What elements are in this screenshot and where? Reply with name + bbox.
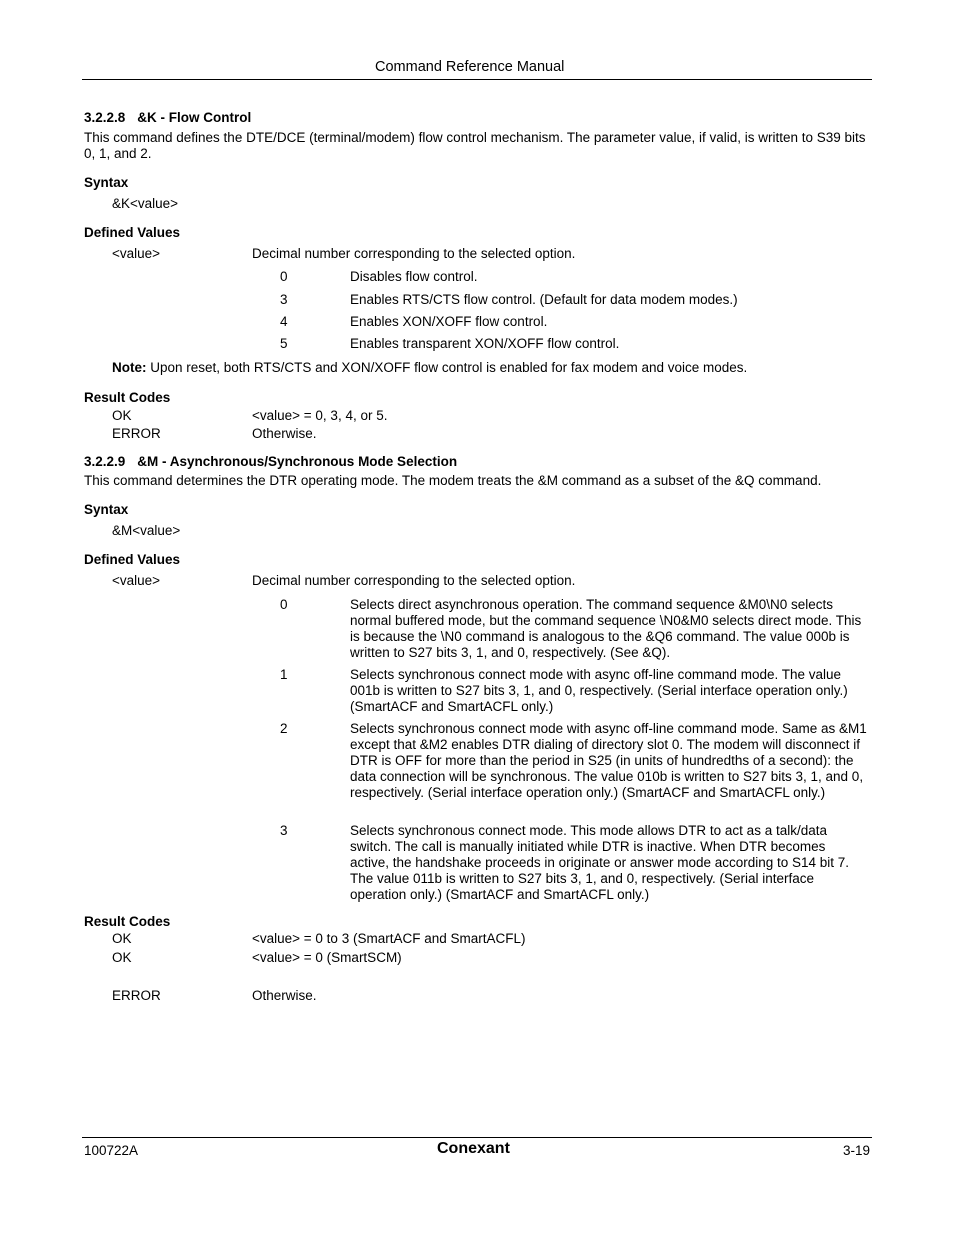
section-heading-mode-selection — [84, 454, 457, 469]
section-heading-flow-control — [84, 110, 251, 125]
option-value: 4 — [280, 314, 288, 329]
footer-rule — [82, 1137, 872, 1138]
option-value: 1 — [280, 667, 288, 682]
section-description: This command determines the DTR operating mode. The modem treats the &M command as a subset of the &Q command. — [84, 473, 822, 488]
section-description: This command defines the DTE/DCE (terminal/modem) flow control mechanism. The parameter value, if valid, is written to S39 bits 0, 1, and 2. — [84, 130, 866, 161]
result-code: ERROR — [112, 988, 161, 1003]
option-description: Disables flow control. — [350, 269, 478, 284]
footer-brand: Conexant — [437, 1140, 510, 1157]
option-description: Enables transparent XON/XOFF flow control. — [350, 336, 620, 351]
option-description: Selects synchronous connect mode with async off-line command mode. The value 001b is written to S27 bits 3, 1, and 0, respectively. (Serial interface operation only.) (SmartACF and SmartACFL only.) — [350, 667, 848, 714]
section-number: 3.2.2.8 — [84, 110, 126, 125]
result-description: <value> = 0 (SmartSCM) — [252, 950, 402, 965]
result-description: <value> = 0 to 3 (SmartACF and SmartACFL) — [252, 931, 526, 946]
section-title: &K - Flow Control — [137, 110, 252, 125]
param-name: <value> — [112, 246, 161, 261]
result-codes-heading: Result Codes — [84, 390, 171, 405]
note-label: Note: — [112, 360, 147, 375]
note-text: Upon reset, both RTS/CTS and XON/XOFF flow control is enabled for fax modem and voice modes. — [146, 360, 748, 375]
result-code: OK — [112, 408, 132, 423]
section-number: 3.2.2.9 — [84, 454, 126, 469]
option-description: Enables RTS/CTS flow control. (Default for data modem modes.) — [350, 292, 738, 307]
param-description: Decimal number corresponding to the selected option. — [252, 246, 576, 261]
syntax-heading: Syntax — [84, 175, 129, 190]
result-code: ERROR — [112, 426, 161, 441]
option-description: Selects synchronous connect mode with async off-line command mode. Same as &M1 except that &M2 enables DTR dialing of directory slot 0. The modem will disconnect if DTR is OFF for more than the period in S25 (in units of hundredths of a second): the data connection will be synchronous. The value 010b is written to S27 bits 3, 1, and 0, respectively. (Serial interface operation only.) (SmartACF and SmartACFL only.) — [350, 721, 867, 800]
result-codes-heading: Result Codes — [84, 914, 171, 929]
option-value: 5 — [280, 336, 288, 351]
param-description: Decimal number corresponding to the selected option. — [252, 573, 576, 588]
option-value: 3 — [280, 823, 288, 838]
result-description: <value> = 0, 3, 4, or 5. — [252, 408, 388, 423]
option-value: 0 — [280, 269, 288, 284]
param-name: <value> — [112, 573, 161, 588]
syntax-text: &M<value> — [112, 523, 181, 538]
footer-doc-number: 100722A — [84, 1143, 139, 1158]
section-title: &M - Asynchronous/Synchronous Mode Selection — [137, 454, 458, 469]
result-code: OK — [112, 931, 132, 946]
header-rule — [82, 79, 872, 80]
syntax-text: &K<value> — [112, 196, 179, 211]
defined-values-heading: Defined Values — [84, 552, 181, 567]
running-header: Command Reference Manual — [375, 59, 565, 75]
option-description: Selects synchronous connect mode. This mode allows DTR to act as a talk/data switch. The call is manually initiated while DTR is inactive. When DTR becomes active, the handshake proceeds in originate or answer mode according to S14 bit 7. The value 011b is written to S27 bits 3, 1, and 0, respectively. (Serial interface operation only.) (SmartACF and SmartACFL only.) — [350, 823, 850, 902]
option-value: 3 — [280, 292, 288, 307]
option-description: Selects direct asynchronous operation. The command sequence &M0\N0 selects normal buffered mode, but the command sequence \N0&M0 selects direct mode. This is because the \N0 command is analogous to the &Q6 command. The value 000b is written to S27 bits 3, 1, and 0, respectively. (See &Q). — [350, 597, 862, 660]
defined-values-heading: Defined Values — [84, 225, 181, 240]
footer-page-number: 3-19 — [842, 1143, 870, 1158]
result-description: Otherwise. — [252, 988, 317, 1003]
option-description: Enables XON/XOFF flow control. — [350, 314, 548, 329]
result-description: Otherwise. — [252, 426, 317, 441]
result-code: OK — [112, 950, 132, 965]
note — [112, 360, 747, 375]
option-value: 0 — [280, 597, 288, 612]
syntax-heading: Syntax — [84, 502, 129, 517]
option-value: 2 — [280, 721, 288, 736]
